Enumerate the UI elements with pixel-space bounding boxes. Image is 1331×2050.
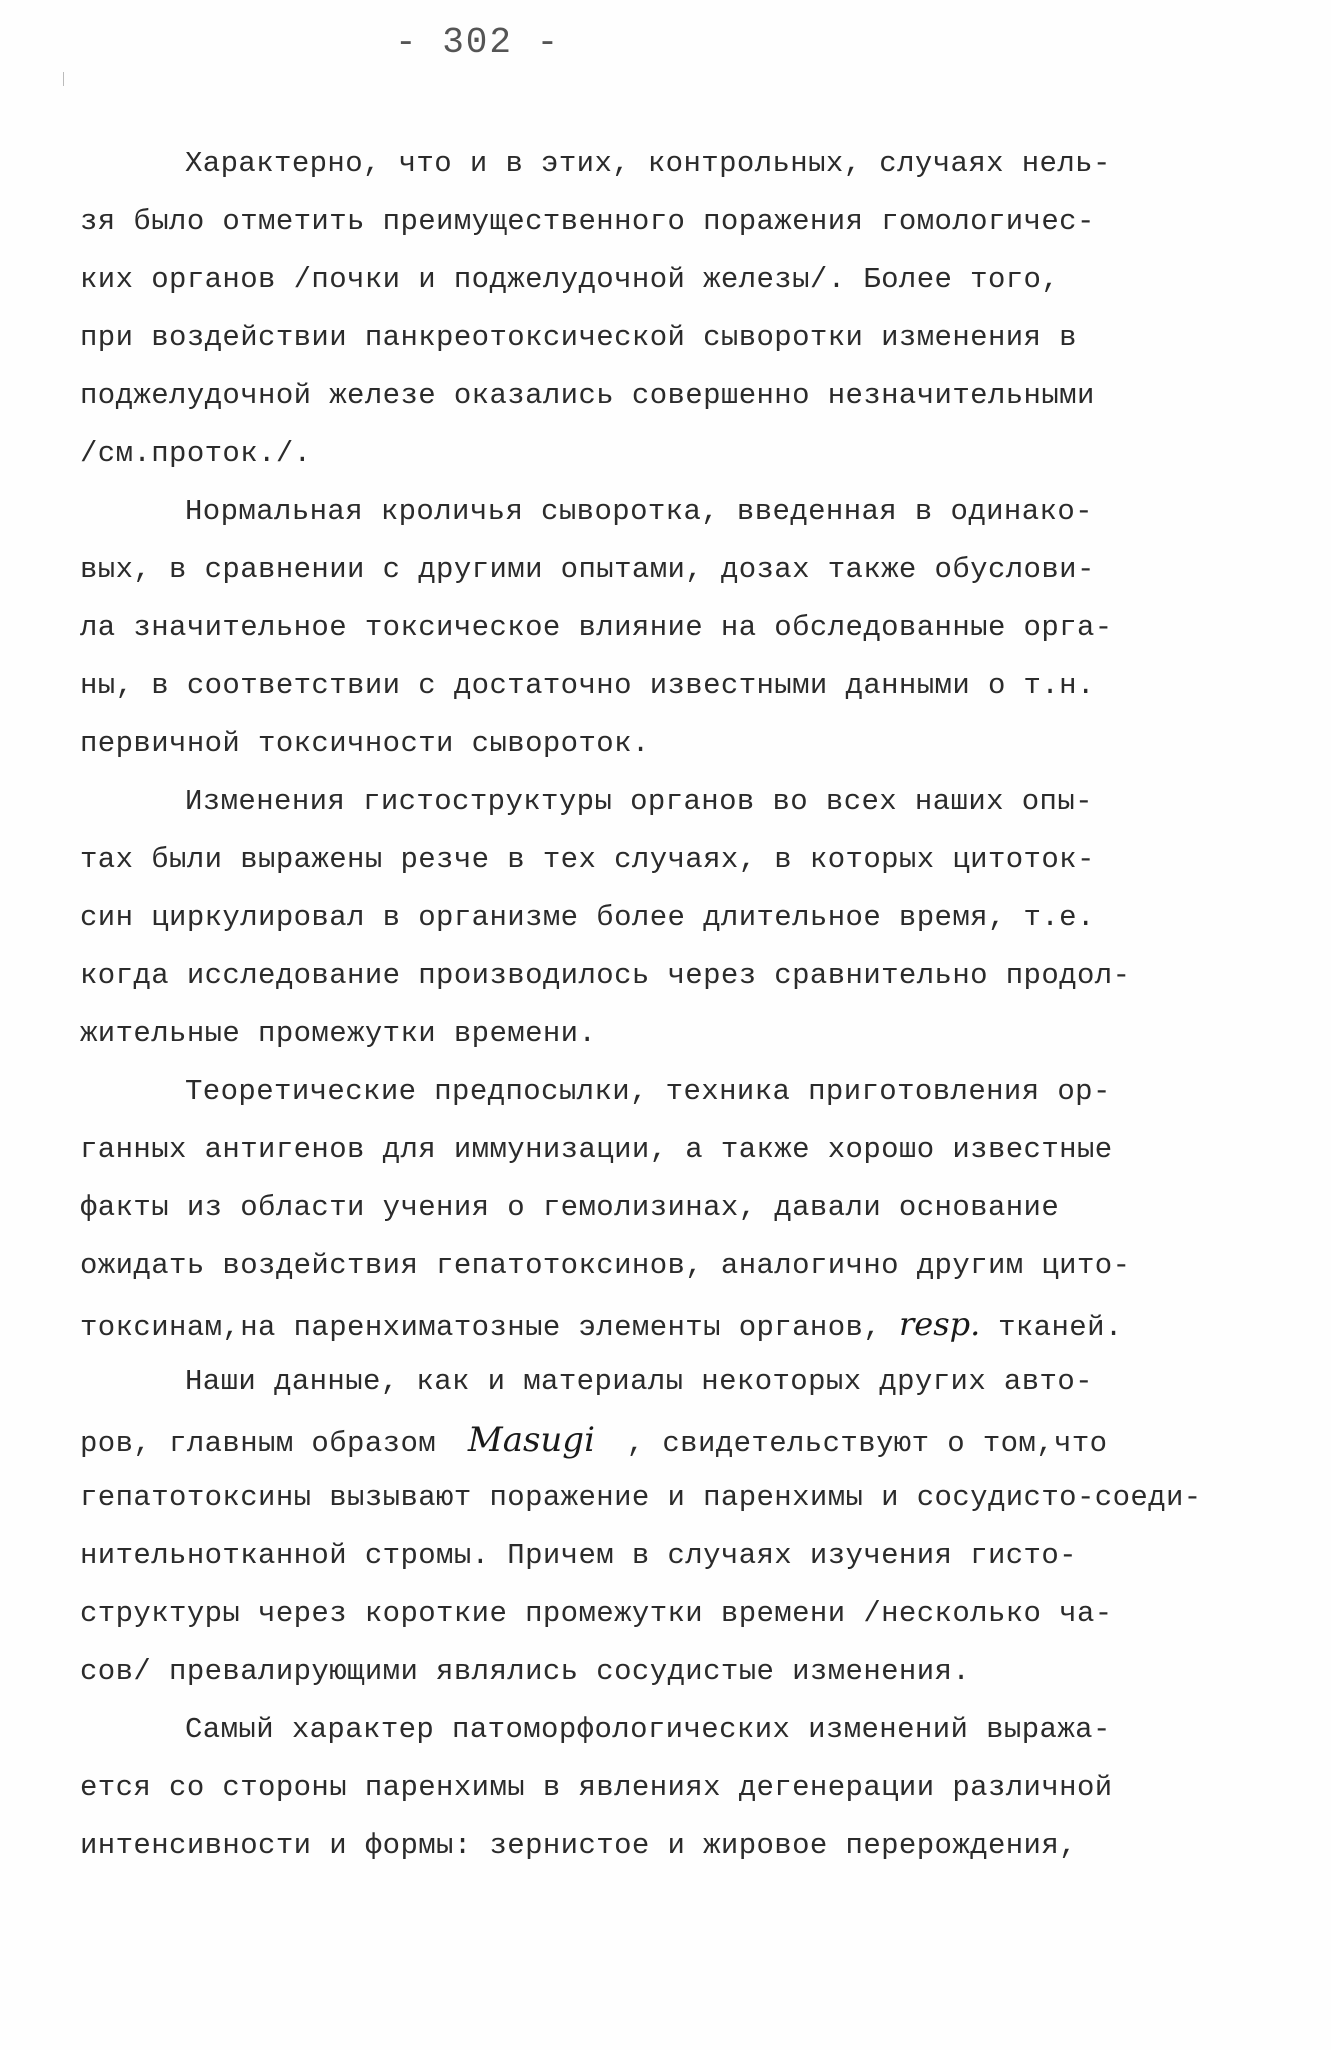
body-text: [80, 135, 1310, 1875]
margin-mark: [63, 72, 64, 86]
text-line: жительные промежутки времени.: [80, 1017, 597, 1050]
text-line: тах были выражены резче в тех случаях, в которых цитоток-: [80, 843, 1095, 876]
text-segment: токсинам,на паренхиматозные элементы органов,: [80, 1311, 882, 1344]
text-line: ожидать воздействия гепатотоксинов, аналогично другим цито-: [80, 1249, 1131, 1282]
text-line: поджелудочной железе оказались совершенно незначительными: [80, 379, 1095, 412]
page-number: - 302 -: [395, 22, 561, 63]
text-line: ла значительное токсическое влияние на обследованные орга-: [80, 611, 1113, 644]
handwritten-author-name: Masugi: [467, 1420, 595, 1460]
text-line: интенсивности и формы: зернистое и жировое перерождения,: [80, 1829, 1077, 1862]
text-line: ны, в соответствии с достаточно известными данными о т.н.: [80, 669, 1095, 702]
text-line: когда исследование производилось через сравнительно продол-: [80, 959, 1131, 992]
text-line: [80, 1295, 1310, 1353]
text-line: Характерно, что и в этих, контрольных, случаях нель-: [185, 147, 1111, 180]
text-line: вых, в сравнении с другими опытами, дозах также обуслови-: [80, 553, 1095, 586]
text-segment: тканей.: [998, 1311, 1123, 1344]
text-line: ганных антигенов для иммунизации, а также хорошо известные: [80, 1133, 1113, 1166]
text-line: Теоретические предпосылки, техника приготовления ор-: [185, 1075, 1111, 1108]
text-line: при воздействии панкреотоксической сыворотки изменения в: [80, 321, 1077, 354]
text-line: нительнотканной стромы. Причем в случаях изучения гисто-: [80, 1539, 1077, 1572]
text-line: /см.проток./.: [80, 437, 312, 470]
text-line: [80, 1411, 1310, 1469]
text-line: факты из области учения о гемолизинах, давали основание: [80, 1191, 1060, 1224]
text-line: сов/ превалирующими являлись сосудистые изменения.: [80, 1655, 971, 1688]
text-line: Изменения гистоструктуры органов во всех наших опы-: [185, 785, 1093, 818]
text-line: структуры через короткие промежутки времени /несколько ча-: [80, 1597, 1113, 1630]
text-line: Наши данные, как и материалы некоторых других авто-: [185, 1365, 1093, 1398]
handwritten-insert: resp.: [898, 1305, 981, 1343]
text-line: Нормальная кроличья сыворотка, введенная в одинако-: [185, 495, 1093, 528]
text-line: син циркулировал в организме более длительное время, т.е.: [80, 901, 1095, 934]
text-line: первичной токсичности сывороток.: [80, 727, 650, 760]
text-line: гепатотоксины вызывают поражение и паренхимы и сосудисто-соеди-: [80, 1481, 1202, 1514]
text-segment: , свидетельствуют о том,что: [626, 1427, 1108, 1460]
text-line: ется со стороны паренхимы в явлениях дегенерации различной: [80, 1771, 1113, 1804]
text-line: зя было отметить преимущественного поражения гомологичес-: [80, 205, 1095, 238]
text-segment: ров, главным образом: [80, 1427, 437, 1460]
text-line: ких органов /почки и поджелудочной железы/. Более того,: [80, 263, 1060, 296]
text-line: Самый характер патоморфологических изменений выража-: [185, 1713, 1111, 1746]
